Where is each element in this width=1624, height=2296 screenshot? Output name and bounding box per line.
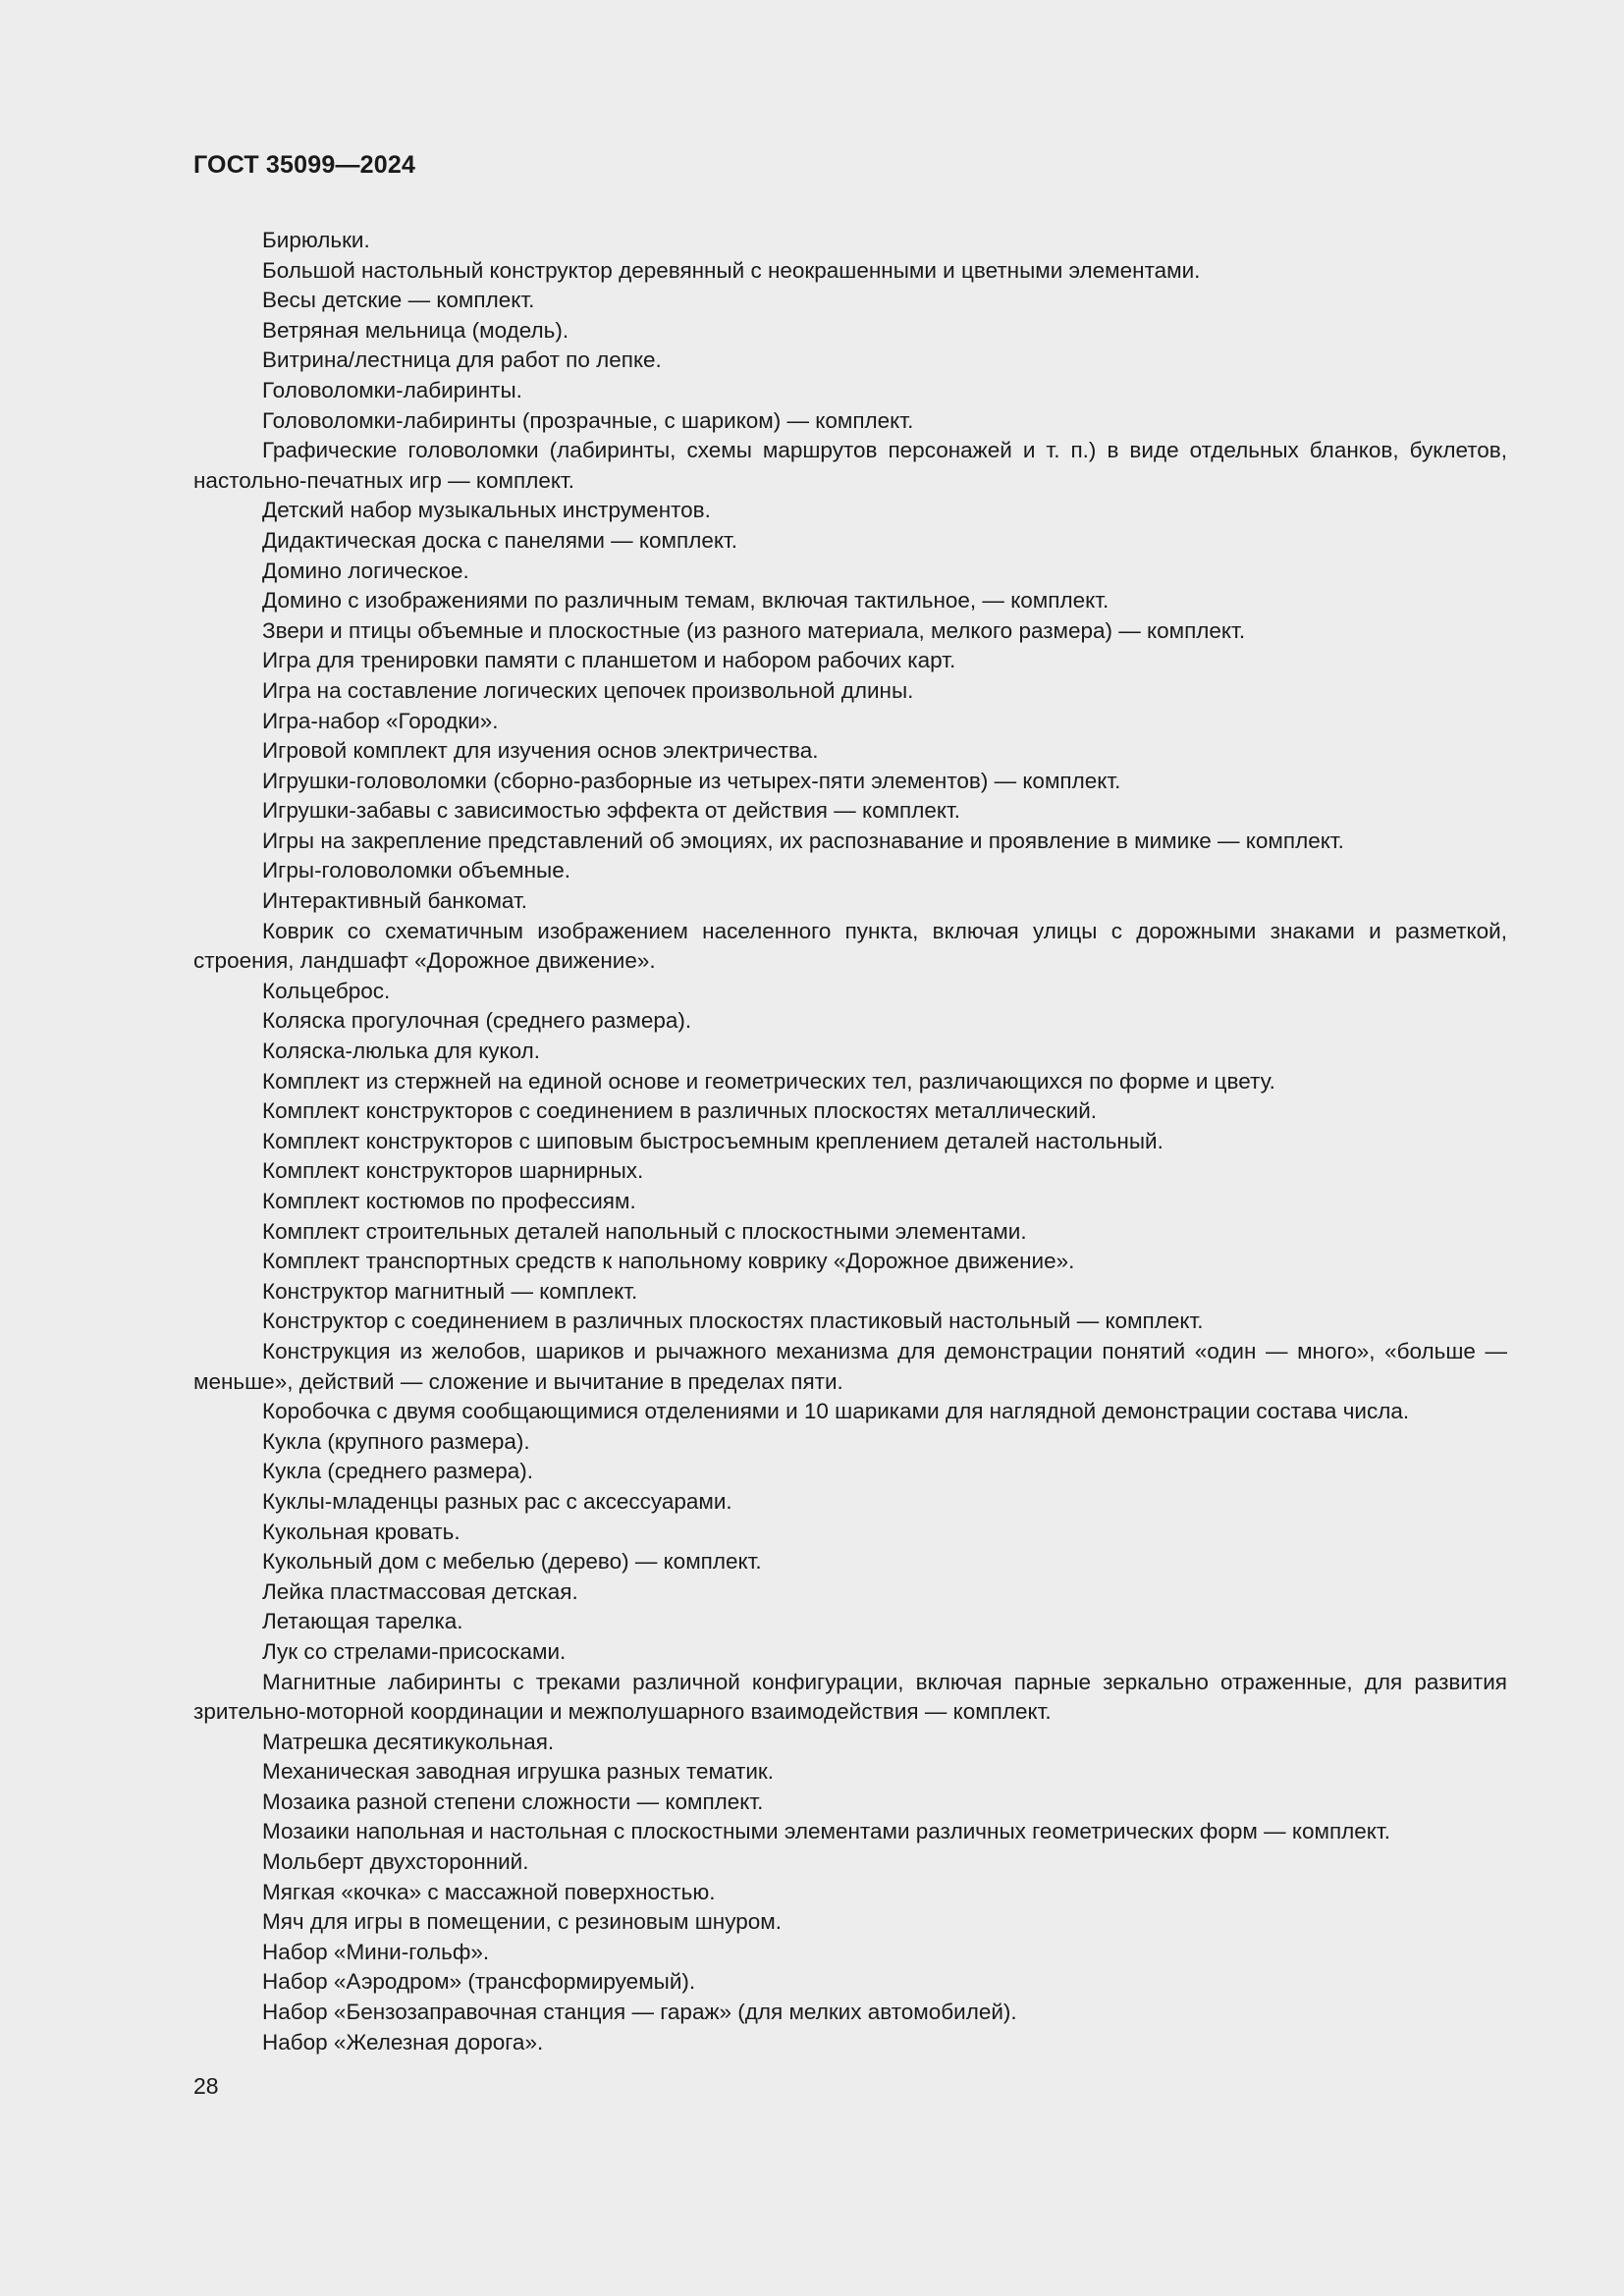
list-item: Матрешка десятикукольная. — [262, 1729, 555, 1754]
list-item: Куклы-младенцы разных рас с аксессуарами. — [262, 1488, 732, 1514]
list-item: Кукла (крупного размера). — [262, 1428, 530, 1454]
list-item: Механическая заводная игрушка разных тематик. — [262, 1759, 774, 1785]
list-item: Ветряная мельница (модель). — [262, 317, 569, 343]
list-item: Магнитные лабиринты с треками различной конфигурации, включая парные зеркально отраженные, для развития зрительно-моторной координации и межполушарного взаимодействия — комплект. — [193, 1669, 1507, 1725]
list-item: Головоломки-лабиринты (прозрачные, с шариком) — комплект. — [262, 407, 914, 433]
list-item: Весы детские — комплект. — [262, 288, 535, 313]
list-item: Конструкция из желобов, шариков и рычажного механизма для демонстрации понятий «один — много», «больше — меньше», действий — сложение и вычитание в пределах пяти. — [193, 1338, 1507, 1394]
list-item: Игра-набор «Городки». — [262, 708, 499, 733]
list-item: Домино с изображениями по различным темам, включая тактильное, — комплект. — [262, 588, 1110, 614]
list-item: Коляска-люлька для кукол. — [262, 1039, 541, 1064]
list-item: Мяч для игры в помещении, с резиновым шнуром. — [262, 1909, 782, 1935]
list-item: Набор «Аэродром» (трансформируемый). — [262, 1969, 696, 1995]
list-item: Лейка пластмассовая детская. — [262, 1578, 578, 1604]
list-item: Игры-головоломки объемные. — [262, 858, 570, 883]
list-item: Коляска прогулочная (среднего размера). — [262, 1008, 692, 1034]
list-item: Игрушки-головоломки (сборно-разборные из четырех-пяти элементов) — комплект. — [262, 768, 1121, 793]
list-item: Конструктор с соединением в различных плоскостях пластиковый настольный — комплект. — [262, 1308, 1204, 1334]
list-item: Кукольная кровать. — [262, 1519, 460, 1544]
list-item: Мозаика разной степени сложности — комплект. — [262, 1789, 764, 1814]
list-item: Мозаики напольная и настольная с плоскостными элементами различных геометрических форм — комплект. — [262, 1819, 1390, 1844]
list-item: Интерактивный банкомат. — [262, 888, 527, 914]
list-item: Конструктор магнитный — комплект. — [262, 1278, 638, 1304]
list-item: Комплект конструкторов с соединением в различных плоскостях металлический. — [262, 1098, 1098, 1124]
list-item: Комплект транспортных средств к напольному коврику «Дорожное движение». — [262, 1249, 1075, 1274]
list-item: Домино логическое. — [262, 558, 469, 583]
list-item: Большой настольный конструктор деревянный с неокрашенными и цветными элементами. — [262, 257, 1201, 283]
list-item: Лук со стрелами-присосками. — [262, 1638, 567, 1664]
list-item: Комплект конструкторов с шиповым быстросъемным креплением деталей настольный. — [262, 1128, 1164, 1153]
list-item: Головоломки-лабиринты. — [262, 377, 522, 402]
list-item: Комплект строительных деталей напольный с плоскостными элементами. — [262, 1218, 1027, 1244]
list-item: Кукла (среднего размера). — [262, 1459, 534, 1484]
list-item: Комплект из стержней на единой основе и геометрических тел, различающихся по форме и цвету. — [262, 1068, 1275, 1094]
list-item: Игра на составление логических цепочек произвольной длины. — [262, 677, 914, 703]
list-item: Бирюльки. — [262, 228, 370, 252]
list-item: Витрина/лестница для работ по лепке. — [262, 347, 662, 373]
page-number: 28 — [193, 2073, 219, 2099]
list-item: Звери и птицы объемные и плоскостные (из разного материала, мелкого размера) — комплект. — [262, 617, 1246, 643]
list-item: Мольберт двухсторонний. — [262, 1849, 529, 1875]
list-item: Комплект костюмов по профессиям. — [262, 1189, 636, 1213]
list-item: Игра для тренировки памяти с планшетом и набором рабочих карт. — [262, 648, 956, 673]
list-item: Коробочка с двумя сообщающимися отделениями и 10 шариками для наглядной демонстрации состава числа. — [262, 1399, 1410, 1424]
list-item: Игровой комплект для изучения основ электричества. — [262, 738, 819, 764]
list-item: Летающая тарелка. — [262, 1609, 463, 1634]
list-item: Мягкая «кочка» с массажной поверхностью. — [262, 1879, 716, 1904]
list-item: Коврик со схематичным изображением населенного пункта, включая улицы с дорожными знаками и разметкой, строения, ландшафт «Дорожное движение». — [193, 918, 1507, 974]
list-item: Игры на закрепление представлений об эмоциях, их распознавание и проявление в мимике — комплект. — [262, 828, 1344, 853]
list-item: Набор «Железная дорога». — [262, 2029, 544, 2055]
list-item: Комплект конструкторов шарнирных. — [262, 1158, 644, 1184]
list-item: Кольцеброс. — [262, 978, 391, 1003]
list-item: Игрушки-забавы с зависимостью эффекта от действия — комплект. — [262, 798, 961, 824]
document-code-header: ГОСТ 35099—2024 — [193, 151, 416, 179]
list-item: Кукольный дом с мебелью (дерево) — комплект. — [262, 1549, 762, 1575]
list-item: Графические головоломки (лабиринты, схемы маршрутов персонажей и т. п.) в виде отдельных бланков, буклетов, настольно-печатных игр — комплект. — [193, 438, 1507, 493]
list-item: Набор «Мини-гольф». — [262, 1939, 490, 1964]
list-item: Детский набор музыкальных инструментов. — [262, 498, 711, 523]
equipment-list — [193, 226, 1507, 2057]
list-item: Набор «Бензозаправочная станция — гараж» (для мелких автомобилей). — [262, 2000, 1017, 2025]
list-item: Дидактическая доска с панелями — комплект. — [262, 527, 737, 553]
